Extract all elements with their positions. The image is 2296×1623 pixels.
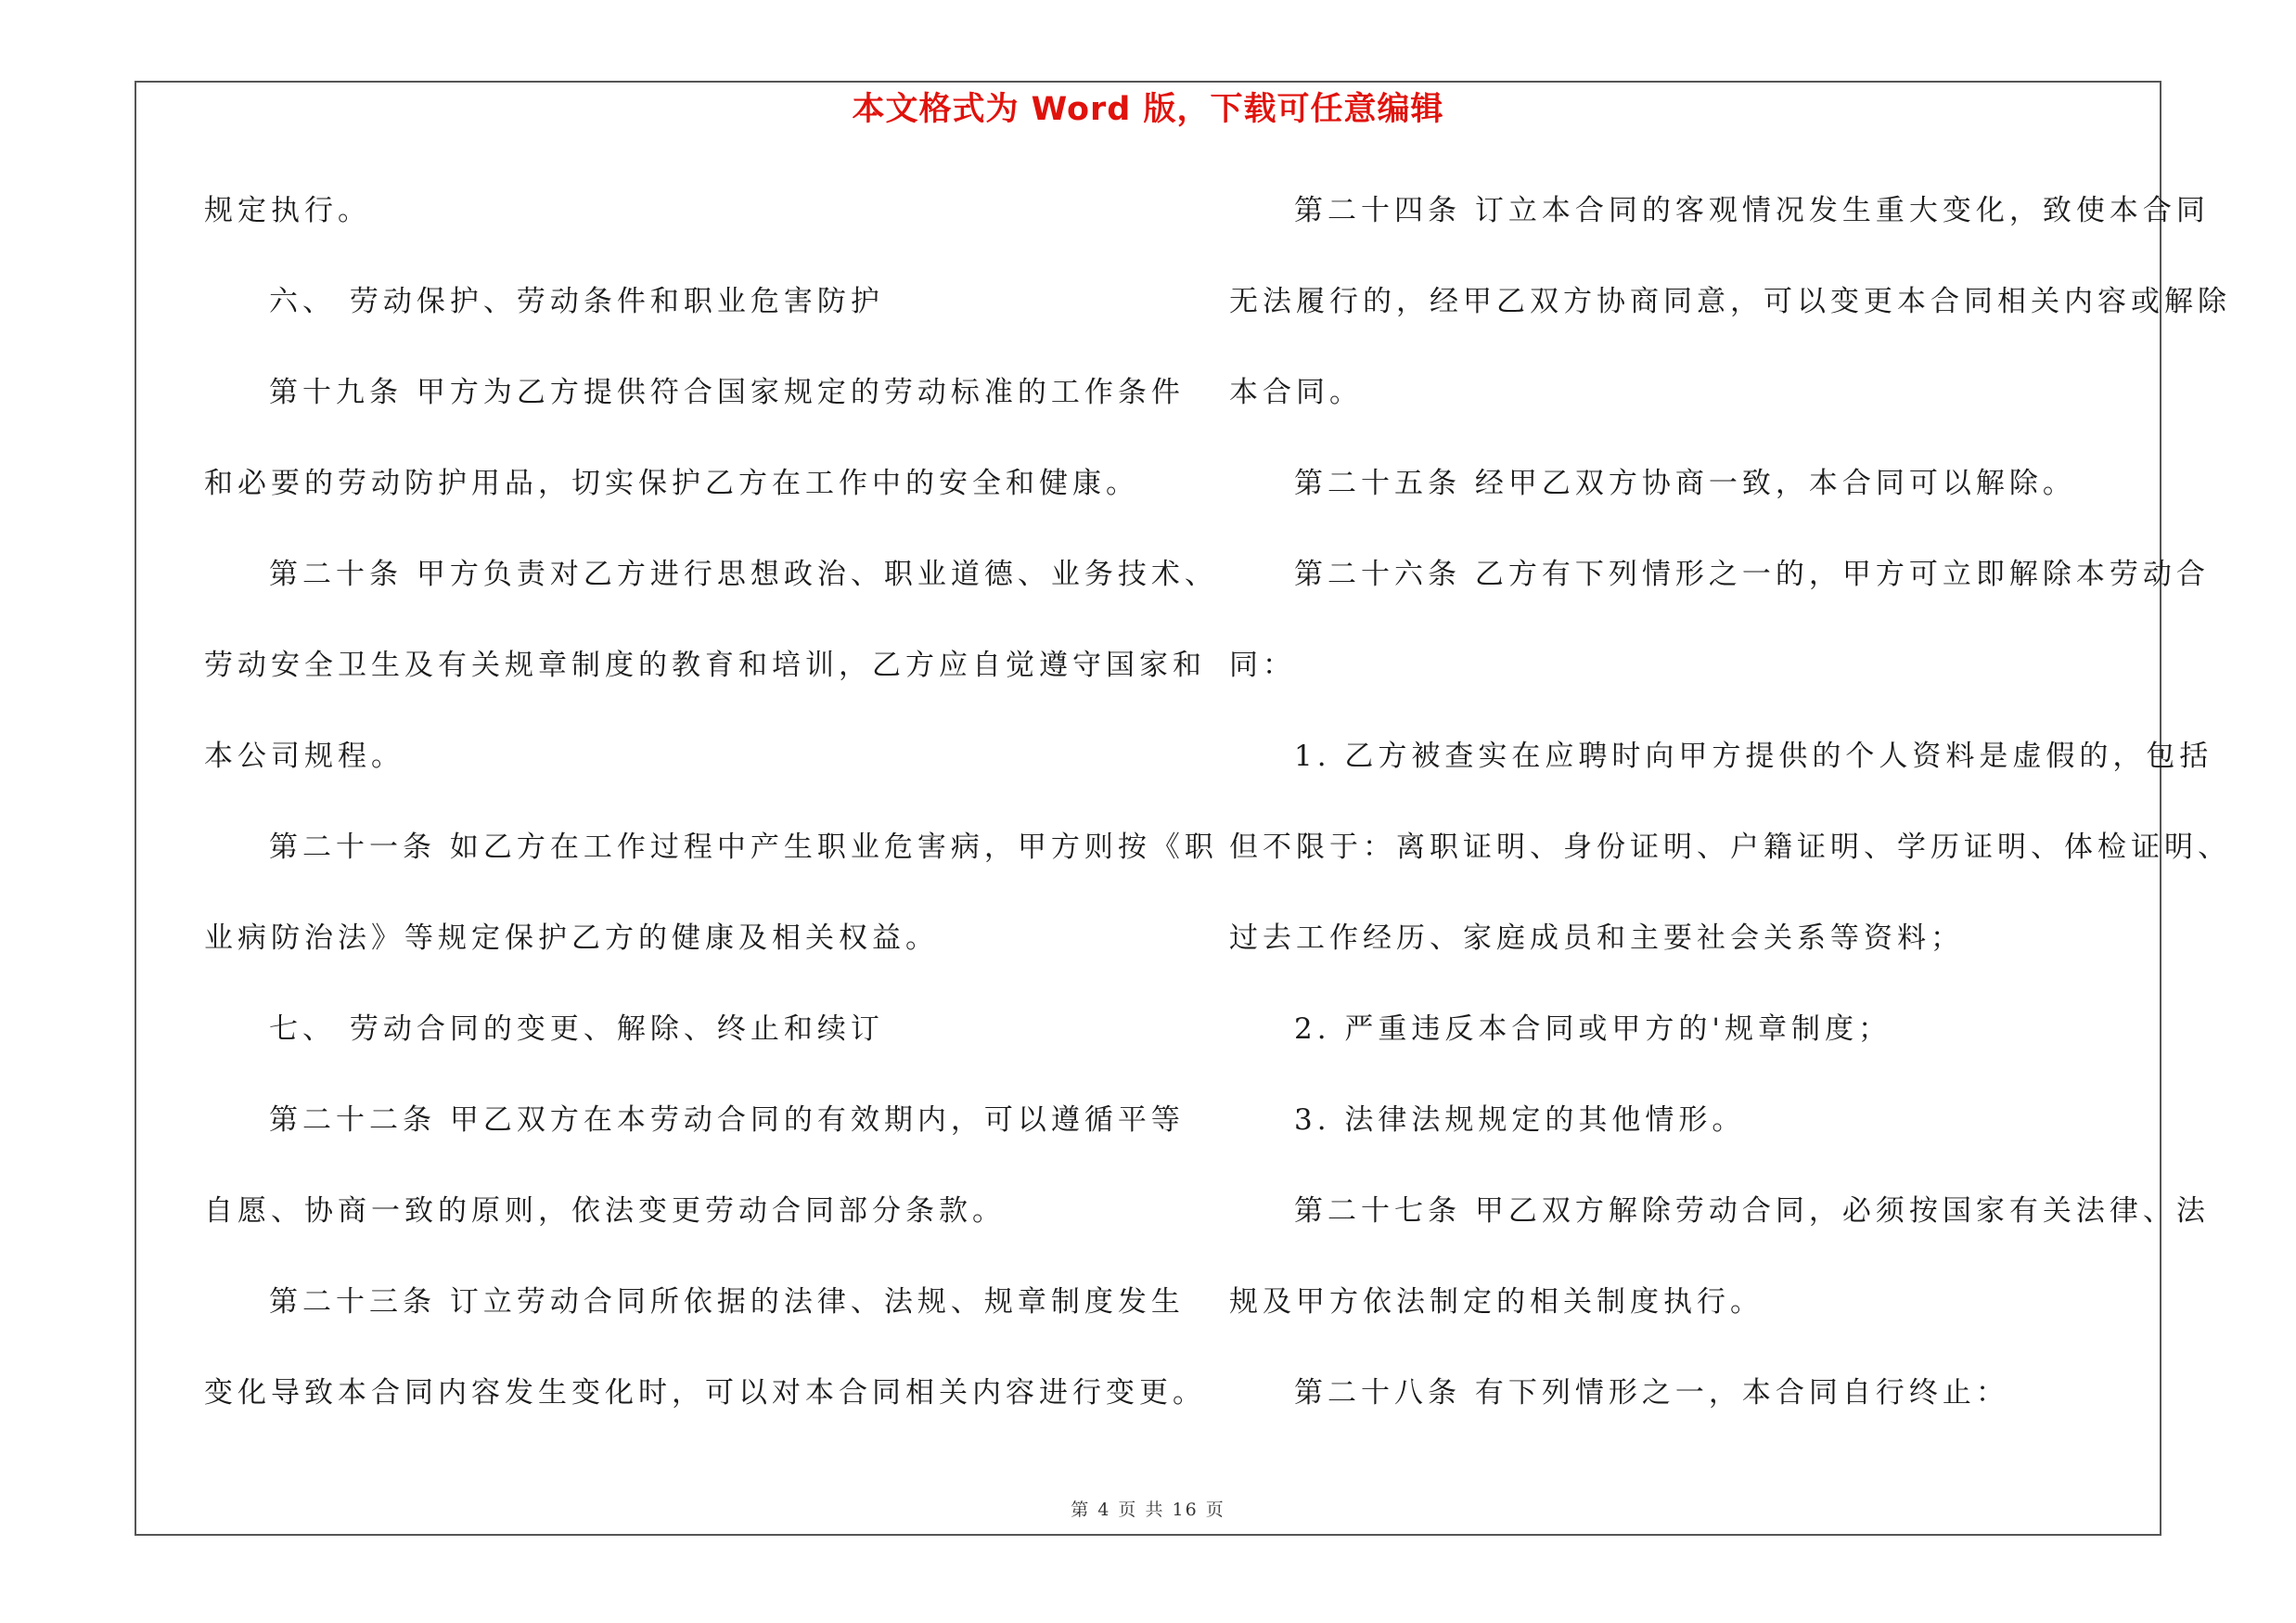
text-line: 和必要的劳动防护用品，切实保护乙方在工作中的安全和健康。 (204, 467, 1139, 500)
text-line: 同： (1229, 649, 1296, 682)
text-line: 变化导致本合同内容发生变化时，可以对本合同相关内容进行变更。 (204, 1376, 1206, 1410)
text-line: 第二十二条 甲乙双方在本劳动合同的有效期内，可以遵循平等 (269, 1103, 1185, 1137)
text-line: 第二十四条 订立本合同的客观情况发生重大变化，致使本合同 (1294, 194, 2210, 227)
text-line: 劳动安全卫生及有关规章制度的教育和培训，乙方应自觉遵守国家和 (204, 649, 1206, 682)
text-line: 业病防治法》等规定保护乙方的健康及相关权益。 (204, 921, 939, 955)
text-line: 2. 严重违反本合同或甲方的'规章制度； (1294, 1012, 1892, 1046)
page-number-footer: 第 4 页 共 16 页 (1071, 1500, 1225, 1520)
left-text-column (204, 184, 1218, 1457)
text-line: 过去工作经历、家庭成员和主要社会关系等资料； (1229, 921, 1964, 955)
text-line: 第二十七条 甲乙双方解除劳动合同，必须按国家有关法律、法 (1294, 1194, 2210, 1228)
text-line: 六、 劳动保护、劳动条件和职业危害防护 (269, 285, 884, 318)
text-line: 第二十三条 订立劳动合同所依据的法律、法规、规章制度发生 (269, 1285, 1185, 1319)
text-line: 1. 乙方被查实在应聘时向甲方提供的个人资料是虚假的，包括 (1294, 740, 2213, 773)
text-line: 七、 劳动合同的变更、解除、终止和续订 (269, 1012, 884, 1046)
right-text-column (1229, 184, 2231, 1457)
text-line: 规及甲方依法制定的相关制度执行。 (1229, 1285, 1764, 1319)
text-line: 自愿、协商一致的原则，依法变更劳动合同部分条款。 (204, 1194, 1006, 1228)
text-line: 第二十条 甲方负责对乙方进行思想政治、职业道德、业务技术、 (269, 558, 1218, 591)
text-line: 规定执行。 (204, 194, 371, 227)
text-line: 无法履行的，经甲乙双方协商同意，可以变更本合同相关内容或解除 (1229, 285, 2231, 318)
text-line: 本公司规程。 (204, 740, 404, 773)
text-line: 第十九条 甲方为乙方提供符合国家规定的劳动标准的工作条件 (269, 376, 1185, 409)
text-line: 第二十八条 有下列情形之一，本合同自行终止： (1294, 1376, 2009, 1410)
text-line: 第二十五条 经甲乙双方协商一致，本合同可以解除。 (1294, 467, 2076, 500)
text-line: 第二十一条 如乙方在工作过程中产生职业危害病，甲方则按《职 (269, 831, 1218, 864)
text-line: 第二十六条 乙方有下列情形之一的，甲方可立即解除本劳动合 (1294, 558, 2210, 591)
text-line: 但不限于：离职证明、身份证明、户籍证明、学历证明、体检证明、 (1229, 831, 2231, 864)
format-notice-banner: 本文格式为 Word 版，下载可任意编辑 (852, 91, 1444, 128)
text-line: 本合同。 (1229, 376, 1363, 409)
text-line: 3. 法律法规规定的其他情形。 (1294, 1103, 1746, 1137)
